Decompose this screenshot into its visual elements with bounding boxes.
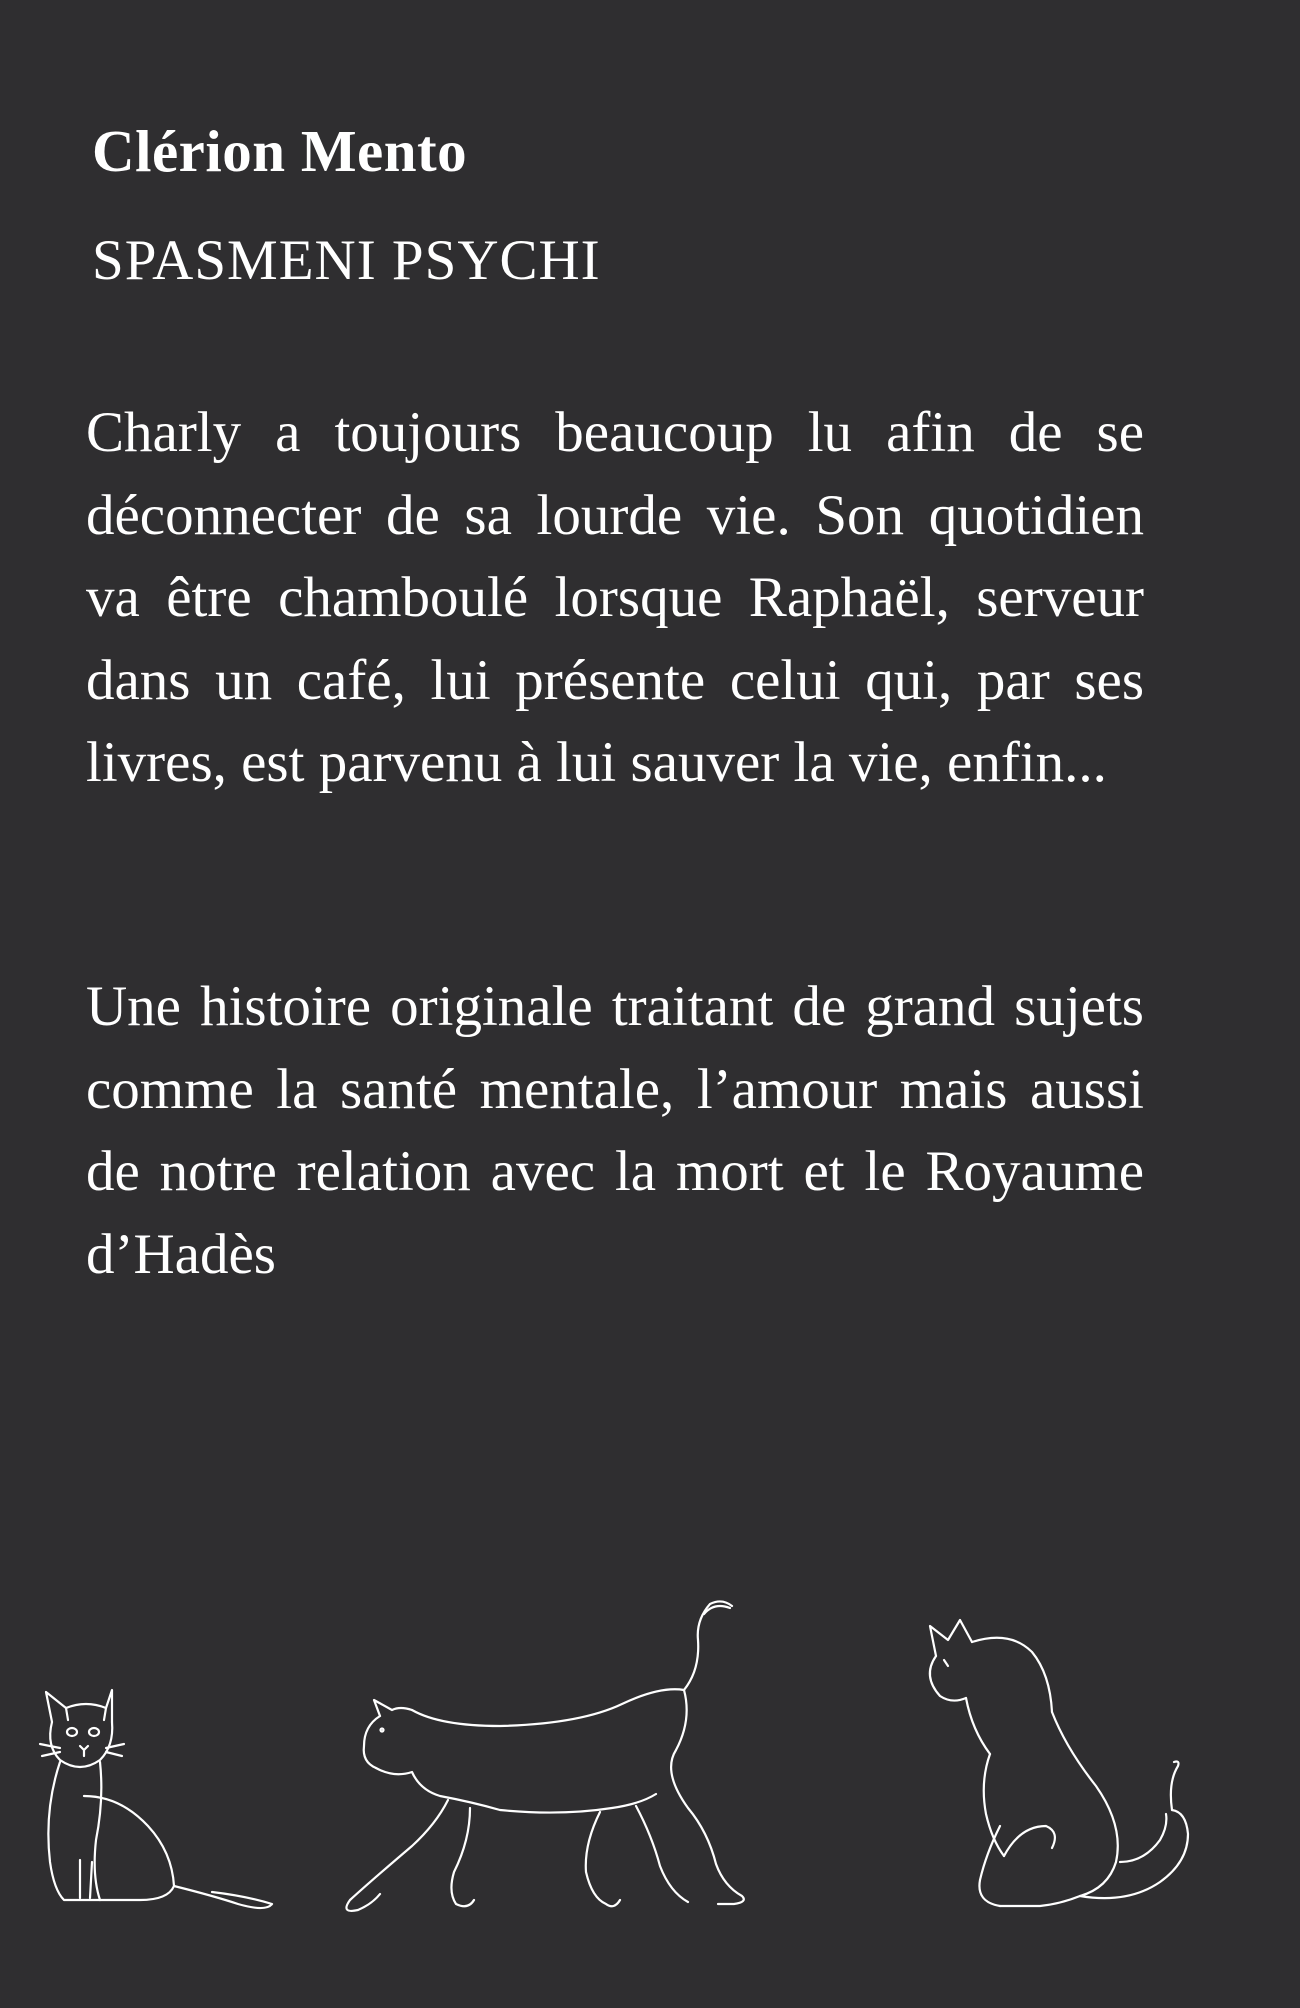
sitting-kitten-icon <box>40 1690 272 1908</box>
book-title: SPASMENI PSYCHI <box>92 229 601 292</box>
sitting-cat-icon <box>930 1620 1188 1906</box>
blurb-paragraph: Charly a toujours beaucoup lu afin de se déconnecter de sa lourde vie. Son quotidien va être chamboulé lorsque Raphaël, serveur dans un café, lui présente celui qui, par ses livres, est parvenu à lui sauver la vie, enfin... <box>86 401 1144 794</box>
walking-cat-icon <box>346 1601 743 1910</box>
cat-illustrations <box>0 1600 1300 1960</box>
author-name: Clérion Mento <box>92 118 468 184</box>
blurb-paragraph: Une histoire originale traitant de grand sujets comme la santé mentale, l’amour mais aussi de notre relation avec la mort et le Royaume d’Hadès <box>86 975 1144 1286</box>
